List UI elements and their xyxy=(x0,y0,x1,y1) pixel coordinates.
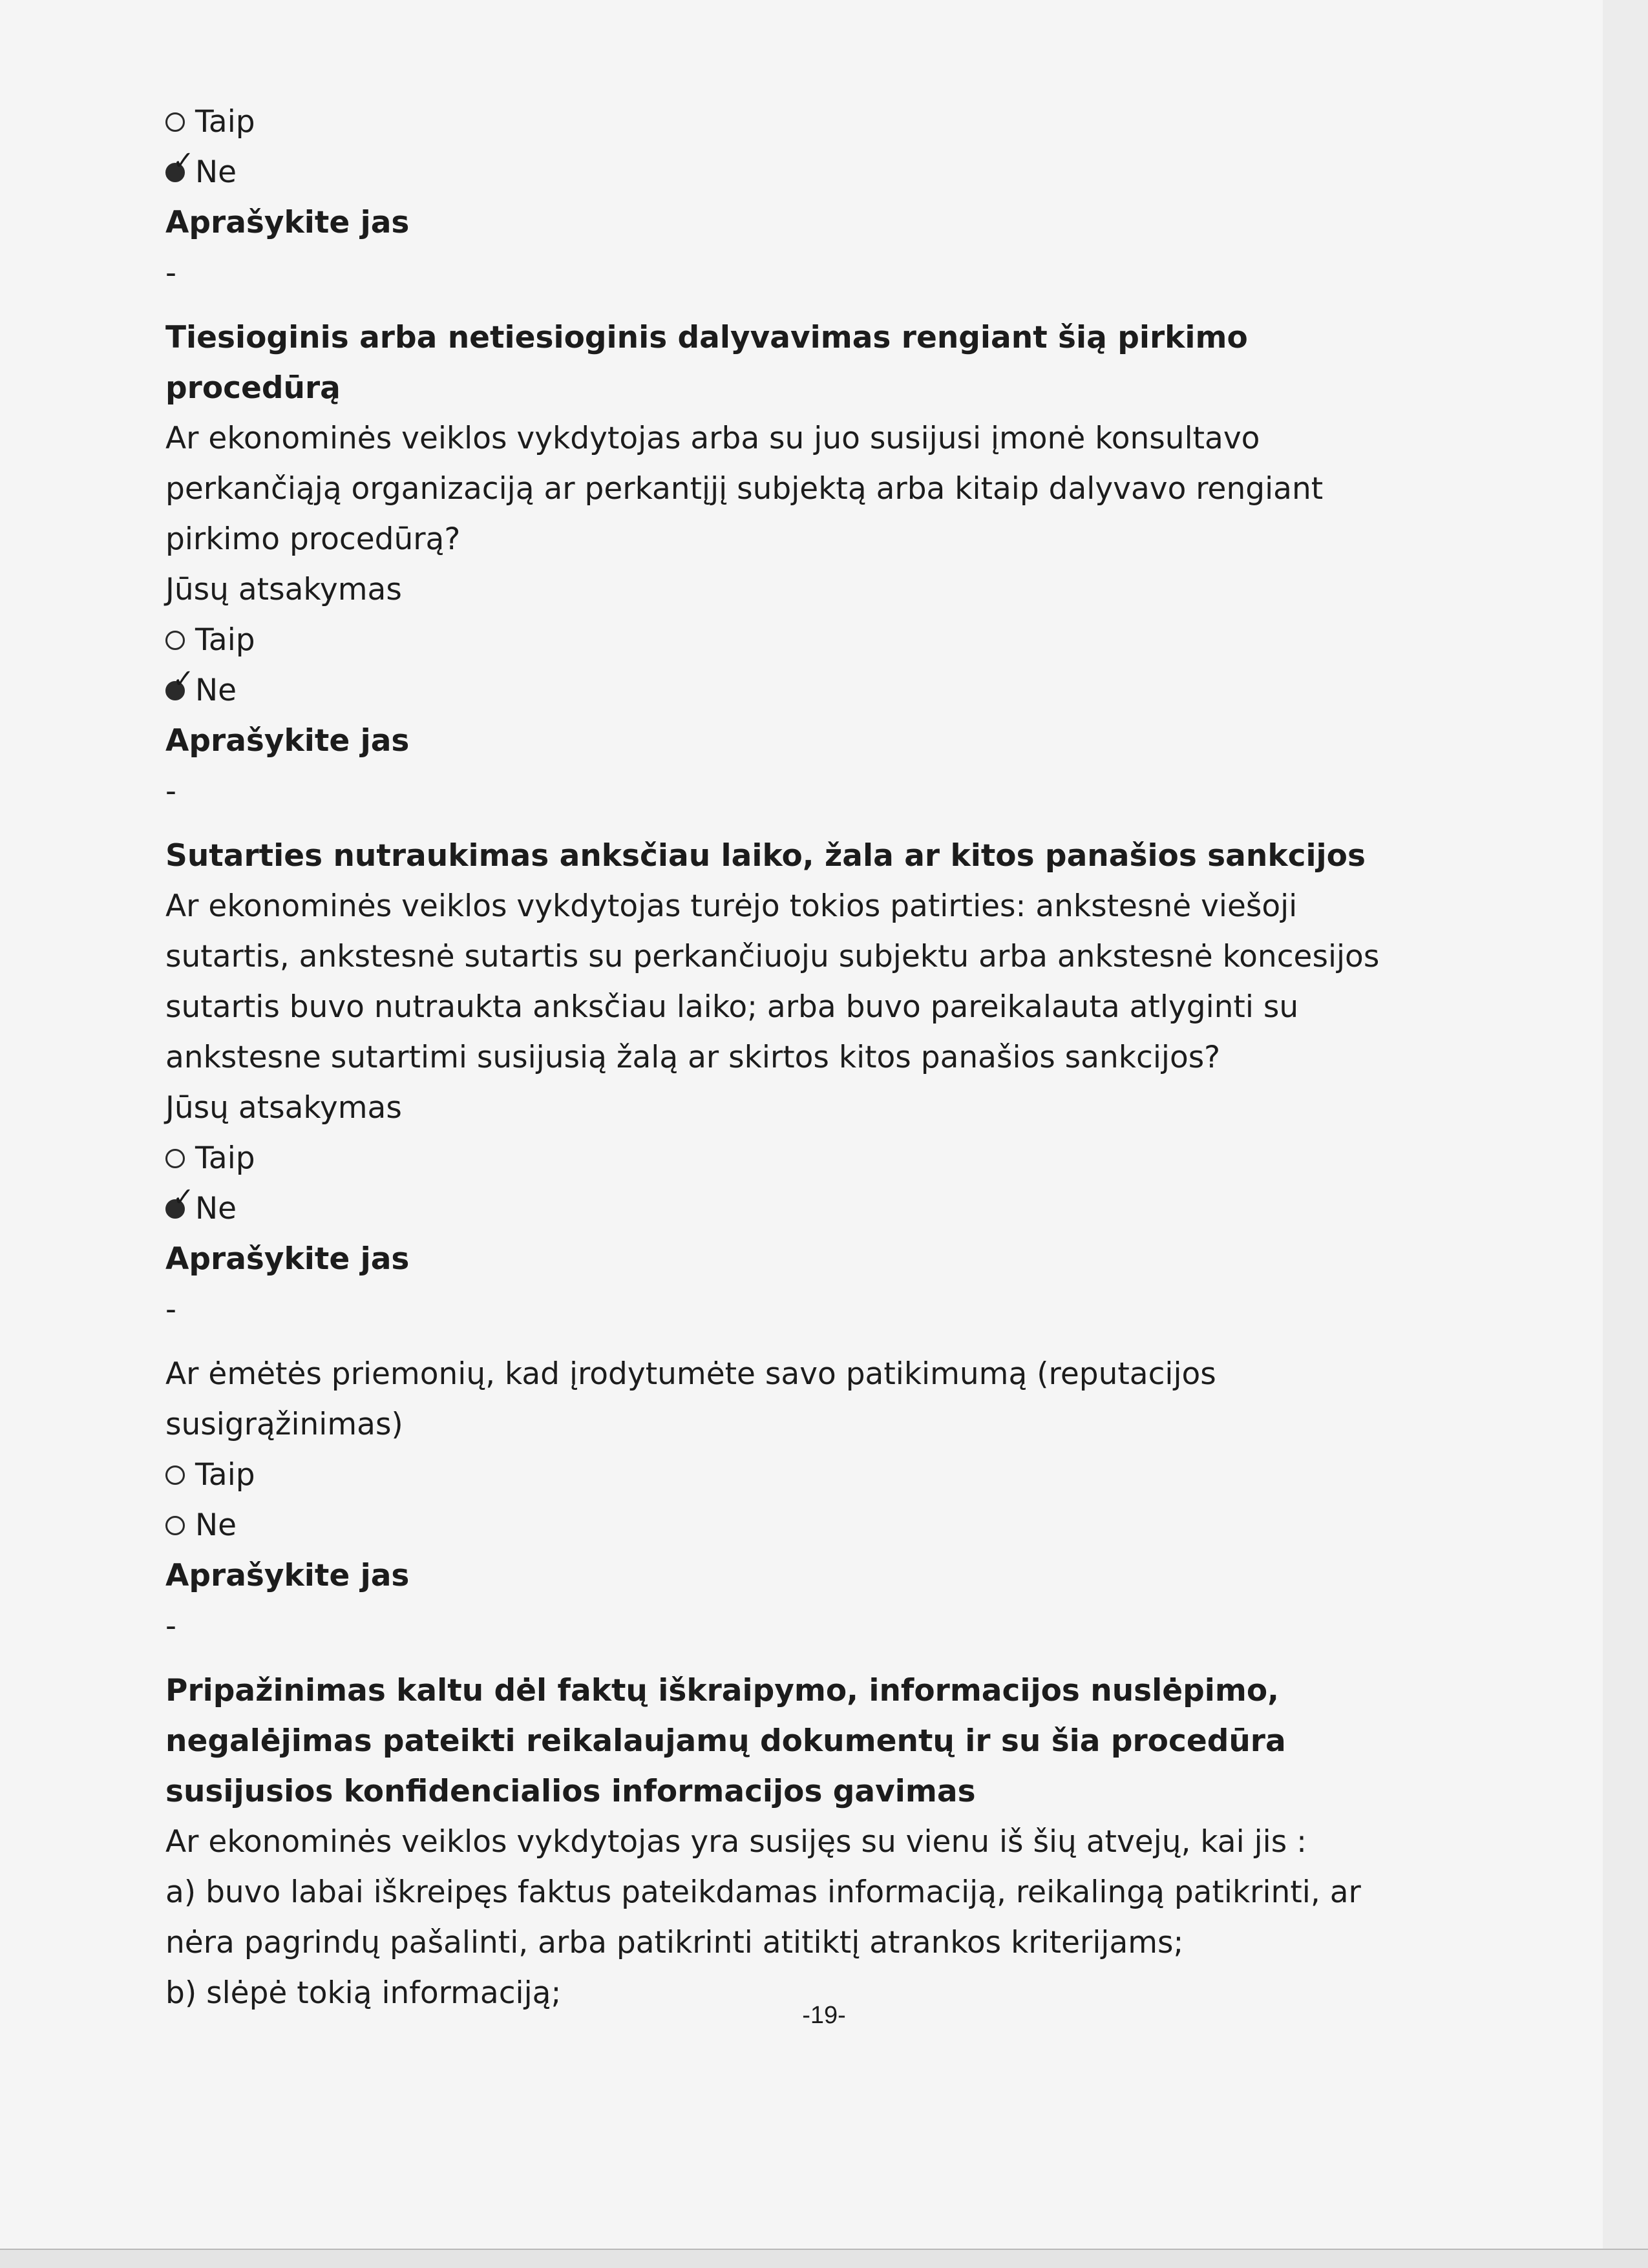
radio-ne-checked[interactable] xyxy=(165,147,1458,198)
body-text: nėra pagrindų pašalinti, arba patikrinti atitiktį atrankos kriterijams; xyxy=(165,1925,1184,1960)
radio-label: Taip xyxy=(195,1457,255,1493)
body-text: b) slėpė tokią informaciją; xyxy=(165,1975,562,2011)
radio-checked-icon xyxy=(165,146,195,182)
question-text: Ar ėmėtės priemonių, kad įrodytumėte savo patikimumą (reputacijos xyxy=(165,1356,1216,1392)
section-title: Pripažinimas kaltu dėl faktų iškraipymo, informacijos nuslėpimo, xyxy=(165,1673,1279,1708)
page-content xyxy=(165,97,1458,2019)
page-number: -19- xyxy=(802,2002,846,2029)
question-text: sutartis buvo nutraukta anksčiau laiko; arba buvo pareikalauta atlyginti su xyxy=(165,989,1299,1025)
checkmark-icon: ✓ xyxy=(173,664,195,694)
radio-circle-icon xyxy=(165,1149,185,1168)
scan-edge-right xyxy=(1603,0,1648,2268)
radio-taip[interactable] xyxy=(165,615,1458,666)
describe-label: Aprašykite jas xyxy=(165,205,410,240)
radio-circle-icon xyxy=(165,1465,185,1485)
question-text: Ar ekonominės veiklos vykdytojas arba su juo susijusi įmonė konsultavo xyxy=(165,421,1260,456)
section-title: Tiesioginis arba netiesioginis dalyvavimas rengiant šią pirkimo xyxy=(165,320,1248,355)
section-title: susijusios konfidencialios informacijos gavimas xyxy=(165,1774,976,1809)
section-title: procedūrą xyxy=(165,370,341,406)
radio-checked-icon xyxy=(165,664,195,700)
radio-label: Taip xyxy=(195,622,255,658)
radio-label: Ne xyxy=(195,1191,237,1226)
describe-label: Aprašykite jas xyxy=(165,723,410,759)
radio-label: Ne xyxy=(195,673,237,708)
radio-ne[interactable] xyxy=(165,1500,1458,1551)
radio-circle-icon xyxy=(165,1516,185,1535)
radio-taip[interactable] xyxy=(165,97,1458,147)
describe-value: - xyxy=(165,1292,176,1327)
question-text: pirkimo procedūrą? xyxy=(165,521,461,557)
radio-label: Ne xyxy=(195,154,237,190)
describe-value: - xyxy=(165,255,176,291)
radio-label: Ne xyxy=(195,1507,237,1543)
body-text: Ar ekonominės veiklos vykdytojas yra susijęs su vienu iš šių atvejų, kai jis : xyxy=(165,1824,1307,1860)
scan-edge-bottom xyxy=(0,2249,1648,2268)
describe-label: Aprašykite jas xyxy=(165,1558,410,1593)
answer-label: Jūsų atsakymas xyxy=(165,1090,402,1126)
radio-circle-icon xyxy=(165,631,185,650)
radio-label: Taip xyxy=(195,104,255,140)
describe-value: - xyxy=(165,1608,176,1644)
radio-label: Taip xyxy=(195,1140,255,1176)
radio-taip[interactable] xyxy=(165,1450,1458,1500)
question-text: Ar ekonominės veiklos vykdytojas turėjo tokios patirties: ankstesnė viešoji xyxy=(165,888,1298,924)
checkmark-icon: ✓ xyxy=(173,1182,195,1212)
question-text: susigrąžinimas) xyxy=(165,1407,403,1442)
radio-checked-icon xyxy=(165,1182,195,1219)
section-title: negalėjimas pateikti reikalaujamų dokumentų ir su šia procedūra xyxy=(165,1723,1286,1759)
checkmark-icon: ✓ xyxy=(173,146,195,176)
radio-ne-checked[interactable] xyxy=(165,666,1458,716)
body-text: a) buvo labai iškreipęs faktus pateikdamas informaciją, reikalingą patikrinti, ar xyxy=(165,1874,1361,1910)
question-text: perkančiąją organizaciją ar perkantįjį subjektą arba kitaip dalyvavo rengiant xyxy=(165,471,1324,507)
question-text: sutartis, ankstesnė sutartis su perkančiuoju subjektu arba ankstesnė koncesijos xyxy=(165,939,1380,974)
describe-value: - xyxy=(165,773,176,809)
question-text: ankstesne sutartimi susijusią žalą ar skirtos kitos panašios sankcijos? xyxy=(165,1040,1221,1075)
radio-ne-checked[interactable] xyxy=(165,1184,1458,1234)
describe-label: Aprašykite jas xyxy=(165,1241,410,1277)
radio-taip[interactable] xyxy=(165,1133,1458,1184)
section-title: Sutarties nutraukimas anksčiau laiko, žala ar kitos panašios sankcijos xyxy=(165,838,1366,874)
answer-label: Jūsų atsakymas xyxy=(165,572,402,607)
radio-circle-icon xyxy=(165,112,185,132)
